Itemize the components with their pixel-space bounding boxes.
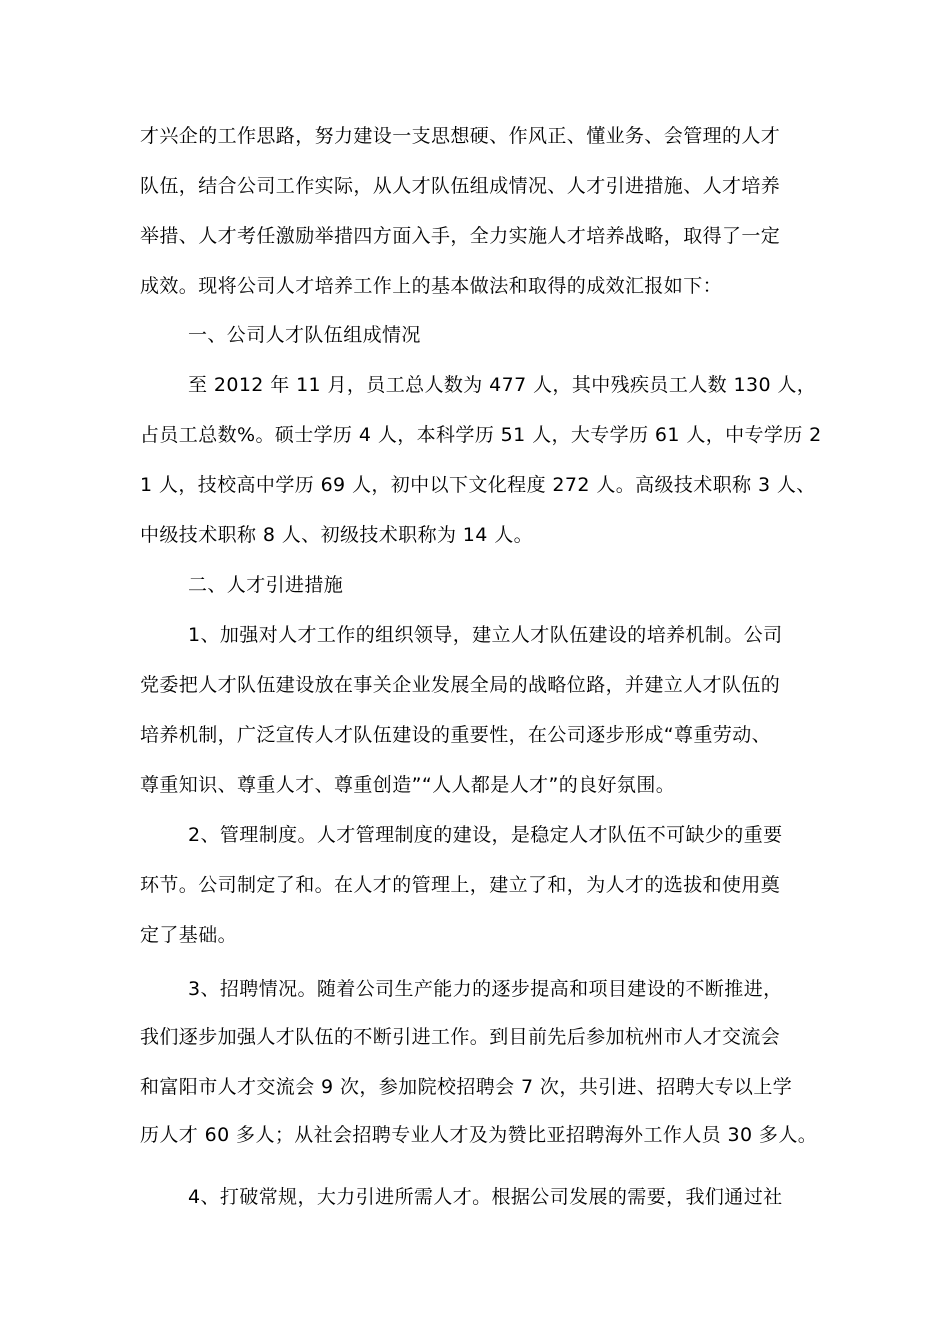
body-text-line: 4、打破常规，大力引进所需人才。根据公司发展的需要，我们通过社 xyxy=(188,1186,783,1208)
body-text-line: 成效。现将公司人才培养工作上的基本做法和取得的成效汇报如下： xyxy=(140,275,723,297)
body-text-line: 党委把人才队伍建设放在事关企业发展全局的战略位路，并建立人才队伍的 xyxy=(140,674,781,696)
body-text-line: 2、管理制度。人才管理制度的建设，是稳定人才队伍不可缺少的重要 xyxy=(188,824,783,846)
body-text-line: 中级技术职称 8 人、初级技术职称为 14 人。 xyxy=(140,524,534,546)
body-text-line: 历人才 60 多人；从社会招聘专业人才及为赞比亚招聘海外工作人员 30 多人。 xyxy=(140,1124,818,1146)
section-heading: 一、公司人才队伍组成情况 xyxy=(188,324,421,346)
body-text-line: 环节。公司制定了和。在人才的管理上，建立了和，为人才的选拔和使用奠 xyxy=(140,874,781,896)
body-text-line: 3、招聘情况。随着公司生产能力的逐步提高和项目建设的不断推进， xyxy=(188,978,783,1000)
section-heading: 二、人才引进措施 xyxy=(188,574,344,596)
body-text-line: 和富阳市人才交流会 9 次，参加院校招聘会 7 次，共引进、招聘大专以上学 xyxy=(140,1076,793,1098)
body-text-line: 1 人，技校高中学历 69 人，初中以下文化程度 272 人。高级技术职称 3 人、 xyxy=(140,474,816,496)
body-text-line: 举措、人才考任激励举措四方面入手，全力实施人才培养战略，取得了一定 xyxy=(140,225,781,247)
body-text-line: 1、加强对人才工作的组织领导，建立人才队伍建设的培养机制。公司 xyxy=(188,624,783,646)
body-text-line: 至 2012 年 11 月，员工总人数为 477 人，其中残疾员工人数 130 人， xyxy=(188,374,817,396)
body-text-line: 培养机制，广泛宣传人才队伍建设的重要性，在公司逐步形成“尊重劳动、 xyxy=(140,724,772,746)
body-text-line: 占员工总数%。硕士学历 4 人，本科学历 51 人，大专学历 61 人，中专学历 2 xyxy=(140,424,822,446)
body-text-line: 定了基础。 xyxy=(140,924,238,946)
body-text-line: 尊重知识、尊重人才、尊重创造”“人人都是人才”的良好氛围。 xyxy=(140,774,676,796)
body-text-line: 我们逐步加强人才队伍的不断引进工作。到目前先后参加杭州市人才交流会 xyxy=(140,1026,781,1048)
body-text-line: 才兴企的工作思路，努力建设一支思想硬、作风正、懂业务、会管理的人才 xyxy=(140,125,781,147)
body-text-line: 队伍，结合公司工作实际，从人才队伍组成情况、人才引进措施、人才培养 xyxy=(140,175,781,197)
